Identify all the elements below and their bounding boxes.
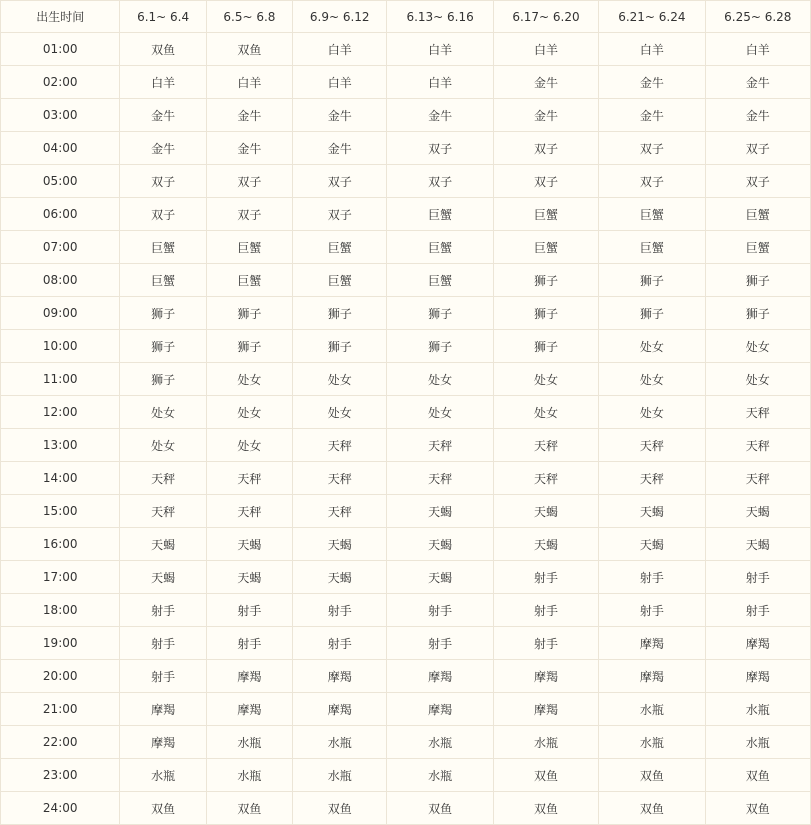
zodiac-sign-cell: 双鱼 <box>599 759 705 792</box>
zodiac-sign-cell: 双子 <box>120 165 206 198</box>
table-row <box>1 627 811 660</box>
header-date-range: 6.21~ 6.24 <box>599 1 705 33</box>
table-row <box>1 495 811 528</box>
header-date-range: 6.5~ 6.8 <box>206 1 292 33</box>
zodiac-sign-cell: 水瓶 <box>493 726 598 759</box>
zodiac-sign-cell: 金牛 <box>120 99 206 132</box>
zodiac-sign-cell: 白羊 <box>206 66 292 99</box>
zodiac-sign-cell: 天蝎 <box>120 561 206 594</box>
zodiac-sign-cell: 射手 <box>206 594 292 627</box>
zodiac-sign-cell: 水瓶 <box>599 726 705 759</box>
zodiac-sign-cell: 天秤 <box>705 429 810 462</box>
zodiac-sign-cell: 水瓶 <box>387 759 493 792</box>
zodiac-sign-cell: 天蝎 <box>120 528 206 561</box>
zodiac-sign-cell: 天秤 <box>493 462 598 495</box>
zodiac-sign-cell: 狮子 <box>120 363 206 396</box>
zodiac-sign-cell: 摩羯 <box>120 693 206 726</box>
table-row <box>1 99 811 132</box>
zodiac-sign-cell: 巨蟹 <box>120 231 206 264</box>
zodiac-sign-cell: 天蝎 <box>493 528 598 561</box>
zodiac-sign-cell: 天蝎 <box>599 528 705 561</box>
zodiac-sign-cell: 金牛 <box>493 66 598 99</box>
zodiac-sign-cell: 天秤 <box>705 462 810 495</box>
zodiac-sign-cell: 摩羯 <box>387 660 493 693</box>
zodiac-sign-cell: 天蝎 <box>387 528 493 561</box>
zodiac-sign-cell: 处女 <box>599 330 705 363</box>
zodiac-sign-cell: 白羊 <box>599 33 705 66</box>
zodiac-sign-cell: 金牛 <box>293 132 387 165</box>
zodiac-sign-cell: 双子 <box>120 198 206 231</box>
zodiac-sign-cell: 摩羯 <box>705 660 810 693</box>
zodiac-sign-cell: 狮子 <box>120 297 206 330</box>
birth-time-cell: 24:00 <box>1 792 120 825</box>
zodiac-sign-cell: 射手 <box>120 660 206 693</box>
table-row <box>1 792 811 825</box>
zodiac-sign-cell: 天秤 <box>493 429 598 462</box>
zodiac-sign-cell: 双子 <box>599 132 705 165</box>
birth-time-cell: 18:00 <box>1 594 120 627</box>
zodiac-sign-cell: 处女 <box>493 396 598 429</box>
zodiac-sign-cell: 射手 <box>120 594 206 627</box>
zodiac-sign-cell: 天秤 <box>599 462 705 495</box>
zodiac-sign-cell: 双鱼 <box>120 792 206 825</box>
zodiac-sign-cell: 天秤 <box>206 495 292 528</box>
header-row <box>1 1 811 33</box>
header-date-range: 6.1~ 6.4 <box>120 1 206 33</box>
birth-time-cell: 22:00 <box>1 726 120 759</box>
zodiac-sign-cell: 巨蟹 <box>493 231 598 264</box>
table-row <box>1 594 811 627</box>
zodiac-sign-cell: 射手 <box>493 561 598 594</box>
table-row <box>1 198 811 231</box>
zodiac-sign-cell: 天秤 <box>599 429 705 462</box>
zodiac-sign-cell: 天蝎 <box>206 528 292 561</box>
zodiac-sign-cell: 水瓶 <box>293 759 387 792</box>
zodiac-sign-cell: 双子 <box>493 165 598 198</box>
zodiac-sign-cell: 白羊 <box>387 66 493 99</box>
zodiac-sign-cell: 射手 <box>493 627 598 660</box>
zodiac-sign-cell: 处女 <box>387 396 493 429</box>
zodiac-sign-cell: 水瓶 <box>387 726 493 759</box>
table-row <box>1 297 811 330</box>
table-row <box>1 396 811 429</box>
table-row <box>1 759 811 792</box>
birth-time-cell: 01:00 <box>1 33 120 66</box>
zodiac-sign-cell: 双鱼 <box>206 33 292 66</box>
zodiac-sign-cell: 摩羯 <box>293 660 387 693</box>
zodiac-sign-cell: 狮子 <box>293 297 387 330</box>
table-row <box>1 363 811 396</box>
zodiac-sign-cell: 天蝎 <box>599 495 705 528</box>
zodiac-sign-cell: 射手 <box>599 561 705 594</box>
birth-time-cell: 21:00 <box>1 693 120 726</box>
birth-time-cell: 03:00 <box>1 99 120 132</box>
header-birth-time: 出生时间 <box>1 1 120 33</box>
zodiac-sign-cell: 射手 <box>387 594 493 627</box>
header-date-range: 6.9~ 6.12 <box>293 1 387 33</box>
zodiac-sign-cell: 射手 <box>705 561 810 594</box>
zodiac-sign-cell: 巨蟹 <box>206 231 292 264</box>
birth-time-cell: 09:00 <box>1 297 120 330</box>
zodiac-sign-cell: 巨蟹 <box>705 231 810 264</box>
zodiac-sign-cell: 白羊 <box>293 66 387 99</box>
zodiac-sign-cell: 双子 <box>705 165 810 198</box>
header-date-range: 6.25~ 6.28 <box>705 1 810 33</box>
zodiac-sign-cell: 天蝎 <box>387 495 493 528</box>
zodiac-sign-cell: 巨蟹 <box>293 231 387 264</box>
zodiac-sign-cell: 射手 <box>120 627 206 660</box>
zodiac-sign-cell: 狮子 <box>493 297 598 330</box>
zodiac-sign-cell: 水瓶 <box>206 759 292 792</box>
table-body <box>1 33 811 825</box>
zodiac-sign-cell: 处女 <box>599 363 705 396</box>
zodiac-sign-cell: 双鱼 <box>206 792 292 825</box>
table-row <box>1 330 811 363</box>
table-row <box>1 561 811 594</box>
zodiac-sign-cell: 处女 <box>705 363 810 396</box>
birth-time-cell: 13:00 <box>1 429 120 462</box>
zodiac-sign-cell: 巨蟹 <box>387 198 493 231</box>
zodiac-sign-cell: 水瓶 <box>293 726 387 759</box>
zodiac-sign-cell: 金牛 <box>493 99 598 132</box>
zodiac-sign-cell: 摩羯 <box>493 693 598 726</box>
zodiac-sign-cell: 双鱼 <box>493 759 598 792</box>
zodiac-sign-cell: 处女 <box>387 363 493 396</box>
zodiac-sign-cell: 天秤 <box>206 462 292 495</box>
zodiac-sign-cell: 巨蟹 <box>493 198 598 231</box>
zodiac-sign-cell: 巨蟹 <box>293 264 387 297</box>
zodiac-sign-cell: 狮子 <box>120 330 206 363</box>
table-row <box>1 33 811 66</box>
header-date-range: 6.13~ 6.16 <box>387 1 493 33</box>
zodiac-sign-cell: 双子 <box>293 165 387 198</box>
zodiac-sign-cell: 金牛 <box>387 99 493 132</box>
table-row <box>1 264 811 297</box>
zodiac-sign-cell: 白羊 <box>387 33 493 66</box>
zodiac-sign-cell: 巨蟹 <box>705 198 810 231</box>
table-row <box>1 429 811 462</box>
birth-time-cell: 11:00 <box>1 363 120 396</box>
zodiac-sign-cell: 白羊 <box>293 33 387 66</box>
zodiac-sign-cell: 双鱼 <box>120 33 206 66</box>
birth-time-cell: 20:00 <box>1 660 120 693</box>
zodiac-sign-cell: 白羊 <box>120 66 206 99</box>
birth-time-cell: 04:00 <box>1 132 120 165</box>
zodiac-sign-cell: 金牛 <box>599 66 705 99</box>
zodiac-sign-cell: 射手 <box>493 594 598 627</box>
birth-time-cell: 16:00 <box>1 528 120 561</box>
zodiac-sign-cell: 摩羯 <box>493 660 598 693</box>
zodiac-sign-cell: 狮子 <box>206 297 292 330</box>
zodiac-sign-cell: 天蝎 <box>705 495 810 528</box>
zodiac-sign-cell: 处女 <box>206 429 292 462</box>
birth-time-cell: 12:00 <box>1 396 120 429</box>
zodiac-sign-cell: 摩羯 <box>120 726 206 759</box>
zodiac-sign-cell: 巨蟹 <box>387 231 493 264</box>
zodiac-sign-cell: 射手 <box>387 627 493 660</box>
zodiac-sign-cell: 天秤 <box>387 462 493 495</box>
zodiac-sign-cell: 金牛 <box>206 132 292 165</box>
birth-time-cell: 15:00 <box>1 495 120 528</box>
birth-time-cell: 07:00 <box>1 231 120 264</box>
zodiac-sign-cell: 狮子 <box>705 264 810 297</box>
zodiac-sign-cell: 水瓶 <box>120 759 206 792</box>
zodiac-sign-cell: 水瓶 <box>599 693 705 726</box>
zodiac-sign-cell: 摩羯 <box>599 660 705 693</box>
zodiac-sign-cell: 金牛 <box>599 99 705 132</box>
zodiac-sign-cell: 处女 <box>120 429 206 462</box>
table-row <box>1 660 811 693</box>
zodiac-sign-cell: 水瓶 <box>705 693 810 726</box>
zodiac-sign-cell: 金牛 <box>705 66 810 99</box>
zodiac-sign-cell: 射手 <box>293 627 387 660</box>
header-date-range: 6.17~ 6.20 <box>493 1 598 33</box>
zodiac-sign-cell: 巨蟹 <box>599 198 705 231</box>
table-row <box>1 66 811 99</box>
birth-time-cell: 14:00 <box>1 462 120 495</box>
birth-time-cell: 17:00 <box>1 561 120 594</box>
zodiac-sign-cell: 双鱼 <box>705 792 810 825</box>
zodiac-sign-cell: 白羊 <box>493 33 598 66</box>
zodiac-sign-cell: 巨蟹 <box>387 264 493 297</box>
zodiac-sign-cell: 天蝎 <box>493 495 598 528</box>
zodiac-sign-cell: 金牛 <box>120 132 206 165</box>
zodiac-sign-cell: 天秤 <box>120 495 206 528</box>
zodiac-sign-cell: 处女 <box>705 330 810 363</box>
zodiac-sign-cell: 双子 <box>705 132 810 165</box>
zodiac-sign-cell: 双子 <box>387 165 493 198</box>
zodiac-sign-cell: 天蝎 <box>206 561 292 594</box>
table-row <box>1 528 811 561</box>
zodiac-sign-cell: 摩羯 <box>206 693 292 726</box>
table-row <box>1 231 811 264</box>
zodiac-sign-cell: 摩羯 <box>293 693 387 726</box>
birth-time-cell: 06:00 <box>1 198 120 231</box>
zodiac-sign-cell: 天蝎 <box>293 561 387 594</box>
zodiac-sign-cell: 天秤 <box>705 396 810 429</box>
zodiac-sign-cell: 金牛 <box>206 99 292 132</box>
zodiac-sign-cell: 双鱼 <box>705 759 810 792</box>
birth-time-cell: 05:00 <box>1 165 120 198</box>
zodiac-sign-cell: 狮子 <box>705 297 810 330</box>
zodiac-sign-cell: 天蝎 <box>705 528 810 561</box>
zodiac-sign-cell: 处女 <box>120 396 206 429</box>
table-row <box>1 693 811 726</box>
zodiac-sign-cell: 双子 <box>293 198 387 231</box>
birth-time-cell: 10:00 <box>1 330 120 363</box>
birth-time-cell: 19:00 <box>1 627 120 660</box>
zodiac-sign-cell: 天秤 <box>120 462 206 495</box>
zodiac-sign-cell: 天秤 <box>293 495 387 528</box>
zodiac-sign-cell: 摩羯 <box>206 660 292 693</box>
zodiac-sign-cell: 摩羯 <box>387 693 493 726</box>
zodiac-sign-cell: 白羊 <box>705 33 810 66</box>
zodiac-sign-cell: 狮子 <box>493 330 598 363</box>
zodiac-sign-cell: 天秤 <box>293 462 387 495</box>
zodiac-sign-cell: 狮子 <box>599 297 705 330</box>
zodiac-sign-cell: 双子 <box>493 132 598 165</box>
zodiac-sign-cell: 处女 <box>293 363 387 396</box>
zodiac-sign-cell: 巨蟹 <box>120 264 206 297</box>
zodiac-sign-cell: 狮子 <box>387 330 493 363</box>
zodiac-sign-cell: 狮子 <box>293 330 387 363</box>
zodiac-sign-cell: 双鱼 <box>293 792 387 825</box>
zodiac-sign-cell: 处女 <box>293 396 387 429</box>
zodiac-sign-cell: 水瓶 <box>206 726 292 759</box>
zodiac-sign-cell: 狮子 <box>493 264 598 297</box>
zodiac-sign-cell: 双鱼 <box>493 792 598 825</box>
table-row <box>1 726 811 759</box>
zodiac-sign-cell: 射手 <box>705 594 810 627</box>
zodiac-sign-cell: 巨蟹 <box>206 264 292 297</box>
zodiac-sign-cell: 天蝎 <box>387 561 493 594</box>
table-row <box>1 132 811 165</box>
zodiac-sign-cell: 天秤 <box>387 429 493 462</box>
birth-time-cell: 08:00 <box>1 264 120 297</box>
zodiac-sign-cell: 处女 <box>599 396 705 429</box>
zodiac-sign-cell: 双鱼 <box>599 792 705 825</box>
zodiac-sign-cell: 双鱼 <box>387 792 493 825</box>
birth-time-cell: 23:00 <box>1 759 120 792</box>
zodiac-sign-cell: 狮子 <box>206 330 292 363</box>
zodiac-sign-cell: 水瓶 <box>705 726 810 759</box>
zodiac-sign-cell: 摩羯 <box>599 627 705 660</box>
zodiac-sign-cell: 狮子 <box>599 264 705 297</box>
zodiac-sign-cell: 射手 <box>293 594 387 627</box>
zodiac-sign-cell: 金牛 <box>705 99 810 132</box>
zodiac-sign-cell: 天秤 <box>293 429 387 462</box>
zodiac-sign-cell: 处女 <box>206 396 292 429</box>
zodiac-sign-cell: 天蝎 <box>293 528 387 561</box>
zodiac-sign-cell: 巨蟹 <box>599 231 705 264</box>
zodiac-sign-cell: 双子 <box>599 165 705 198</box>
zodiac-sign-cell: 双子 <box>387 132 493 165</box>
zodiac-sign-cell: 金牛 <box>293 99 387 132</box>
birth-time-cell: 02:00 <box>1 66 120 99</box>
zodiac-sign-cell: 摩羯 <box>705 627 810 660</box>
zodiac-sign-cell: 双子 <box>206 165 292 198</box>
zodiac-sign-cell: 射手 <box>599 594 705 627</box>
table-row <box>1 165 811 198</box>
zodiac-sign-cell: 处女 <box>206 363 292 396</box>
zodiac-sign-cell: 处女 <box>493 363 598 396</box>
table-row <box>1 462 811 495</box>
zodiac-sign-cell: 射手 <box>206 627 292 660</box>
zodiac-sign-cell: 狮子 <box>387 297 493 330</box>
zodiac-sign-cell: 双子 <box>206 198 292 231</box>
